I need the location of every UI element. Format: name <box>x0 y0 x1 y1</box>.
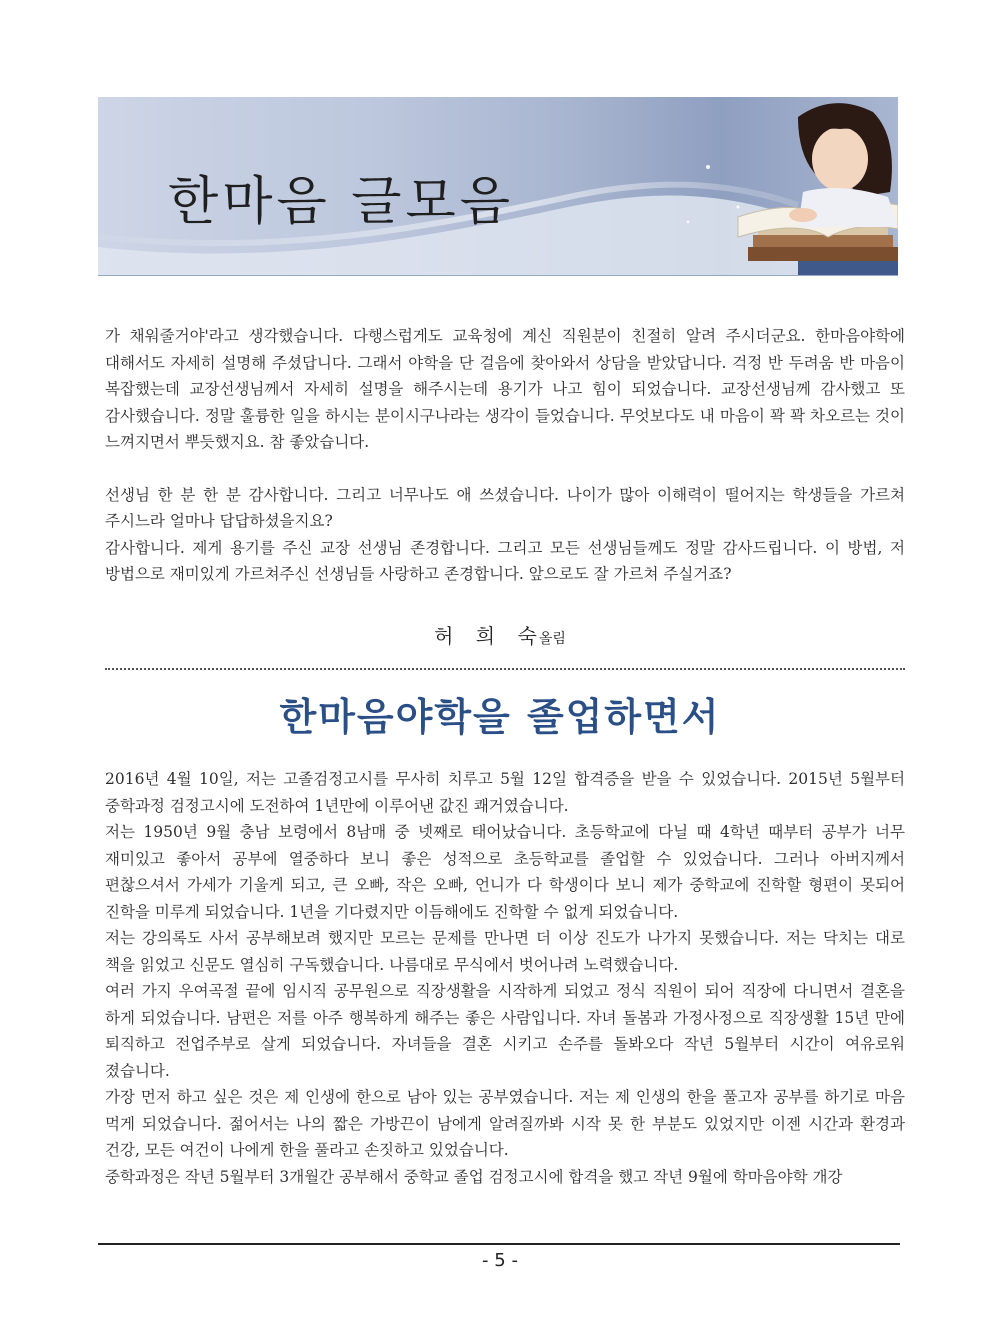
sparkle <box>687 221 690 224</box>
essay-paragraph: 저는 강의록도 사서 공부해보려 했지만 모르는 문제를 만나면 더 이상 진도가 나가지 못했습니다. 저는 닥치는 대로 책을 읽었고 신문도 열심히 구독했습니다. 나름대로 무식에서 벗어나려 노력했습니다. <box>105 929 905 974</box>
section-divider <box>105 668 905 670</box>
essay-paragraph: 저는 1950년 9월 충남 보령에서 8남매 중 넷째로 태어났습니다. 초등학교에 다닐 때 4학년 때부터 공부가 너무 재미있고 좋아서 공부에 열중하다 보니 좋은 성적으로 초등학교를 졸업할 수 있었습니다. 그러나 아버지께서 편찮으셔서 가세가 기울게 되고, 큰 오빠, 작은 오빠, 언니가 다 학생이다 보니 제가 중학교에 진학할 형편이 못되어 진학을 미루게 되었습니다. 1년을 기다렸지만 이듬해에도 진학할 수 없게 되었습니다. <box>105 823 905 921</box>
letter-paragraph: 감사합니다. 제게 용기를 주신 교장 선생님 존경합니다. 그리고 모든 선생님들께도 정말 감사드립니다. 이 방법, 저 방법으로 재미있게 가르쳐주신 선생님들 사랑하고 존경합니다. 앞으로도 잘 가르쳐 주실거죠? <box>105 538 905 583</box>
sparkle <box>737 206 740 209</box>
girl-reading-illustration <box>738 103 898 275</box>
letter-body <box>105 323 905 588</box>
signature-name: 허 희 숙 <box>434 624 545 648</box>
page-number: - 5 - <box>482 1250 518 1271</box>
signature-suffix: 올림 <box>538 631 566 647</box>
essay-paragraph: 2016년 4월 10일, 저는 고졸검정고시를 무사히 치루고 5월 12일 합격증을 받을 수 있었습니다. 2015년 5월부터 중학과정 검정고시에 도전하여 1년만에 이루어낸 값진 쾌거였습니다. <box>105 770 905 815</box>
banner-title: 한마음 글모음 <box>168 172 514 232</box>
essay-paragraph: 중학과정은 작년 5월부터 3개월간 공부해서 중학교 졸업 검정고시에 합격을 했고 작년 9월에 학마음야학 개강 <box>105 1167 843 1186</box>
letter-spacer <box>105 456 905 482</box>
essay-title: 한마음야학을 졸업하면서 <box>279 695 721 739</box>
essay-body <box>105 766 905 1190</box>
letter-paragraph: 가 채워줄거야'라고 생각했습니다. 다행스럽게도 교육청에 계신 직원분이 친절히 알려 주시더군요. 한마음야학에 대해서도 자세히 설명해 주셨답니다. 그래서 야학을 단 걸음에 찾아와서 상담을 받았답니다. 걱정 반 두려움 반 마음이 복잡했는데 교장선생님께서 자세히 설명을 해주시는데 용기가 나고 힘이 되었습니다. 교장선생님께 감사했고 또 감사했습니다. 정말 훌륭한 일을 하시는 분이시구나라는 생각이 들었습니다. 무엇보다도 내 마음이 꽉 꽉 차오르는 것이 느껴지면서 뿌듯했지요. 참 좋았습니다. <box>105 327 905 451</box>
signature <box>0 620 1000 649</box>
header-banner <box>98 97 898 276</box>
essay-paragraph: 여러 가지 우여곡절 끝에 임시직 공무원으로 직장생활을 시작하게 되었고 정식 직원이 되어 직장에 다니면서 결혼을 하게 되었습니다. 남편은 저를 아주 행복하게 해주는 좋은 사람입니다. 자녀 돌봄과 가정사정으로 직장생활 15년 만에 퇴직하고 전업주부로 살게 되었습니다. 자녀들을 결혼 시키고 손주를 돌봐오다 작년 5월부터 시간이 여유로워 졌습니다. <box>105 982 905 1080</box>
essay-paragraph: 가장 먼저 하고 싶은 것은 제 인생에 한으로 남아 있는 공부였습니다. 저는 제 인생의 한을 풀고자 공부를 하기로 마음 먹게 되었습니다. 젊어서는 나의 짧은 가방끈이 남에게 알려질까봐 시작 못 한 부분도 있었지만 이젠 시간과 환경과 건강, 모든 여건이 나에게 한을 풀라고 손짓하고 있었습니다. <box>105 1088 905 1159</box>
sparkle <box>706 165 710 169</box>
letter-paragraph: 선생님 한 분 한 분 감사합니다. 그리고 너무나도 애 쓰셨습니다. 나이가 많아 이해력이 떨어지는 학생들을 가르쳐 주시느라 얼마나 답답하셨을지요? <box>105 485 905 530</box>
footer-rule <box>98 1243 900 1245</box>
